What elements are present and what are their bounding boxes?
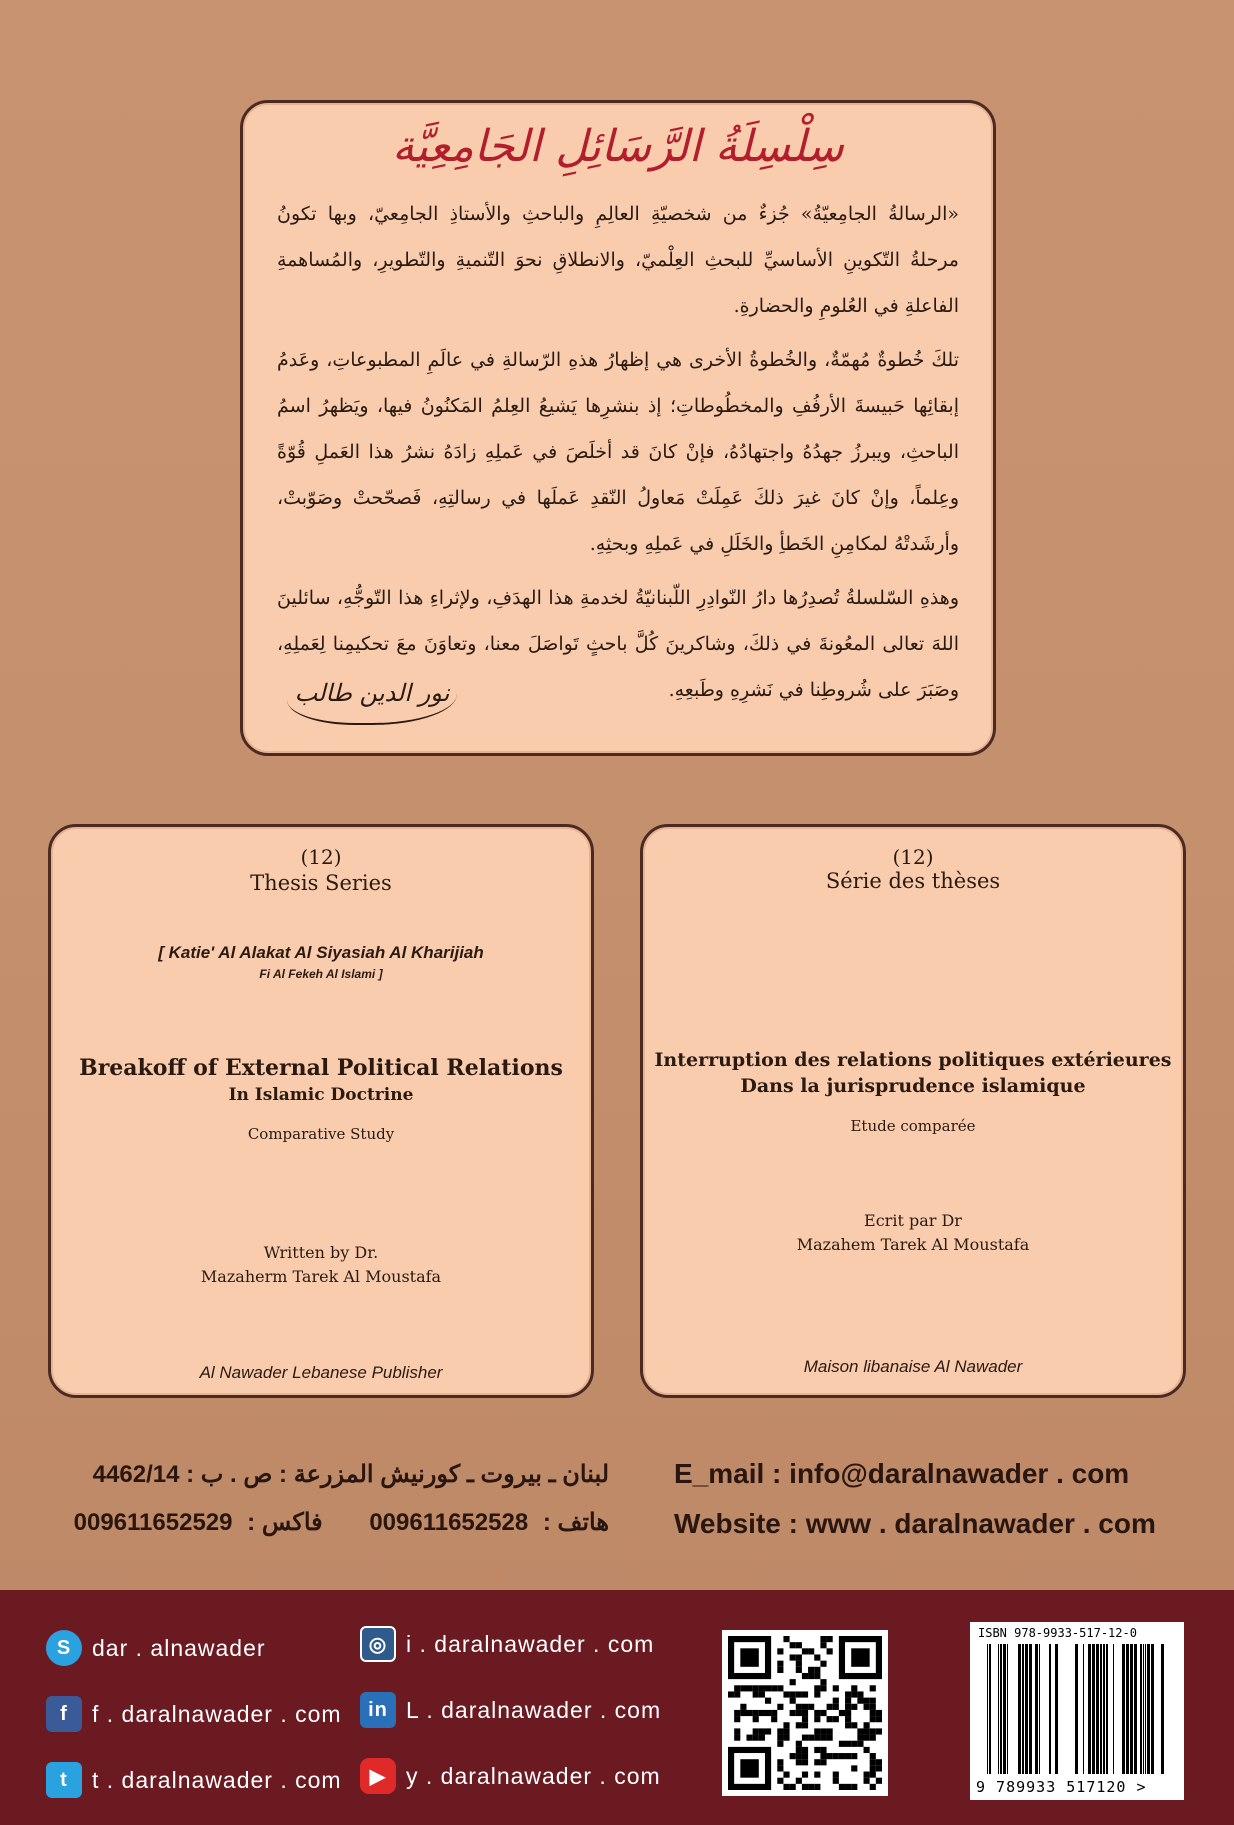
barcode-bar — [1083, 1644, 1084, 1774]
qr-module — [759, 1691, 765, 1697]
qr-module — [857, 1691, 863, 1697]
isbn-barcode — [970, 1622, 1184, 1800]
social-twitter[interactable] — [46, 1762, 342, 1798]
qr-module — [851, 1685, 857, 1691]
qr-module — [796, 1667, 802, 1673]
barcode-bar — [1007, 1644, 1008, 1774]
qr-module — [864, 1704, 870, 1710]
qr-module — [851, 1722, 857, 1728]
instagram-icon: ◎ — [360, 1626, 396, 1662]
qr-module — [777, 1778, 783, 1784]
arabic-paragraph-1: «الرسالةُ الجامِعيّةُ» جُزءٌ من شخصيّةِ العالِمِ والباحثِ والأستاذِ الجامِعيّ، وبها تكونُ مرحلةُ التّكوينِ الأساسيِّ للبحثِ العِلْميّ، والانطلاقِ نحوَ التّنميةِ والتّطويرِ، والمُساهمةِ الفاعلةِ في العُلومِ والحضارةِ. — [277, 203, 959, 317]
facebook-icon: f — [46, 1696, 82, 1732]
qr-code-graphic — [728, 1636, 882, 1790]
qr-module — [740, 1710, 746, 1716]
qr-module — [790, 1753, 796, 1759]
qr-module — [796, 1753, 802, 1759]
qr-module — [864, 1747, 870, 1753]
qr-module — [845, 1698, 851, 1704]
qr-module — [765, 1698, 771, 1704]
qr-module — [876, 1778, 882, 1784]
qr-module — [771, 1685, 777, 1691]
qr-module — [783, 1636, 789, 1642]
series-name: Série des thèses — [825, 869, 1001, 893]
qr-module — [820, 1661, 826, 1667]
website-link[interactable]: Website : www . daralnawader . com — [674, 1508, 1156, 1539]
qr-module — [833, 1685, 839, 1691]
qr-module — [827, 1648, 833, 1654]
qr-module — [876, 1716, 882, 1722]
publisher-name: Maison libanaise Al Nawader — [803, 1357, 1023, 1376]
publisher-name: Al Nawader Lebanese Publisher — [199, 1363, 443, 1382]
youtube-icon: ▶ — [360, 1758, 396, 1794]
arabic-paragraph-2: تلكَ خُطوةٌ مُهمّةٌ، والخُطوةُ الأخرى هي إظهارُ هذهِ الرّسالةِ في عالَمِ المطبوعاتِ، وعَدمُ إبقائِها حَبيسةَ الأرفُفِ والمخطُوطاتِ؛ إذ بنشرِها يَشيعُ العِلمُ المَكنُونُ فيها، ويَظهرُ اسمُ الباحثِ، ويبرزُ جهدُهُ واجتهادُهُ، فإنْ كانَ قد أخلَصَ في عَملِهِ زادَهُ نشرُ هذا العَملِ قُوّةً وعِلماً، وإنْ كانَ غيرَ ذلكَ عَمِلَتْ مَعاولُ النّقدِ عَملَها في رسالتِهِ، فَصحّحتْ وصَوّبتْ، وأرشَدتْهُ لمكامِنِ الخَطأِ والخَلَلِ في عَملِهِ وبحثِهِ. — [277, 349, 959, 555]
qr-module — [802, 1673, 808, 1679]
qr-module — [796, 1778, 802, 1784]
qr-module — [814, 1673, 820, 1679]
qr-module — [864, 1772, 870, 1778]
qr-module — [839, 1784, 845, 1790]
qr-module — [857, 1698, 863, 1704]
qr-module — [820, 1710, 826, 1716]
qr-module — [808, 1648, 814, 1654]
qr-module — [802, 1648, 808, 1654]
qr-module — [827, 1704, 833, 1710]
qr-module — [827, 1728, 833, 1734]
qr-module — [827, 1636, 833, 1642]
qr-module — [876, 1728, 882, 1734]
qr-module — [796, 1661, 802, 1667]
qr-module — [790, 1679, 796, 1685]
qr-module — [839, 1710, 845, 1716]
qr-module — [796, 1747, 802, 1753]
qr-module — [771, 1710, 777, 1716]
qr-module — [765, 1710, 771, 1716]
qr-module — [783, 1784, 789, 1790]
qr-module — [802, 1759, 808, 1765]
qr-module — [796, 1691, 802, 1697]
qr-module — [814, 1728, 820, 1734]
barcode-bar — [1003, 1644, 1006, 1774]
qr-module — [833, 1704, 839, 1710]
qr-module — [746, 1685, 752, 1691]
qr-module — [783, 1735, 789, 1741]
qr-module — [777, 1765, 783, 1771]
qr-code[interactable] — [722, 1630, 888, 1796]
qr-module — [870, 1765, 876, 1771]
barcode-bar — [1113, 1644, 1114, 1774]
barcode-bar — [1092, 1644, 1095, 1774]
barcode-bar — [998, 1644, 999, 1774]
qr-module — [839, 1741, 845, 1747]
arabic-paragraph-3: وهذهِ السّلسلةُ تُصدِرُها دارُ النّوادِرِ اللّبنانيّةُ لخدمةِ هذا الهدَفِ، ولإثراءِ هذا التّوجُّهِ، سائلينَ اللهَ تعالى المعُونةَ في ذلكَ، وشاكرينَ كُلَّ باحثٍ تَواصَلَ معنا، وتعاوَنَ معَ تحكيمِنا لِعَملِهِ، وصَبَرَ على شُروطِنا في نَشرِهِ وطَبعِهِ. — [277, 587, 959, 701]
qr-module — [833, 1716, 839, 1722]
study-type: Etude comparée — [850, 1117, 976, 1135]
qr-module — [734, 1716, 740, 1722]
qr-module — [820, 1636, 826, 1642]
qr-module — [777, 1648, 783, 1654]
qr-module — [857, 1735, 863, 1741]
qr-module — [783, 1691, 789, 1697]
fax-label: فاكس : — [247, 1509, 323, 1536]
barcode-bar — [1100, 1644, 1102, 1774]
qr-module — [808, 1704, 814, 1710]
qr-module — [796, 1642, 802, 1648]
barcode-bar — [1134, 1644, 1137, 1774]
qr-module — [870, 1784, 876, 1790]
qr-module — [802, 1772, 808, 1778]
qr-module — [759, 1710, 765, 1716]
social-youtube[interactable] — [360, 1758, 661, 1794]
qr-module — [820, 1685, 826, 1691]
barcode-bar — [1140, 1644, 1142, 1774]
qr-finder-module — [740, 1648, 758, 1666]
qr-module — [753, 1728, 759, 1734]
series-number: (12) — [300, 845, 342, 869]
qr-module — [827, 1753, 833, 1759]
qr-module — [808, 1667, 814, 1673]
barcode-bar — [1122, 1644, 1125, 1774]
qr-module — [814, 1667, 820, 1673]
linkedin-icon: in — [360, 1692, 396, 1728]
qr-module — [864, 1735, 870, 1741]
book-title: Interruption des relations politiques extérieures — [654, 1049, 1172, 1071]
barcode-bar — [1049, 1644, 1051, 1774]
qr-module — [827, 1735, 833, 1741]
qr-module — [851, 1753, 857, 1759]
qr-module — [790, 1784, 796, 1790]
qr-module — [790, 1698, 796, 1704]
qr-module — [777, 1667, 783, 1673]
qr-module — [814, 1716, 820, 1722]
qr-module — [777, 1728, 783, 1734]
qr-module — [740, 1704, 746, 1710]
qr-module — [833, 1753, 839, 1759]
qr-module — [790, 1691, 796, 1697]
barcode-bar — [1000, 1644, 1002, 1774]
qr-module — [759, 1685, 765, 1691]
transliterated-title-line1: [ Katie' Al Alakat Al Siyasiah Al Kharijiah — [158, 943, 484, 962]
barcode-bar — [1022, 1644, 1024, 1774]
barcode-bar — [1075, 1644, 1078, 1774]
qr-module — [753, 1735, 759, 1741]
qr-module — [740, 1685, 746, 1691]
qr-module — [783, 1722, 789, 1728]
phone-number: 009611652528 — [369, 1509, 529, 1536]
qr-module — [876, 1765, 882, 1771]
qr-module — [783, 1728, 789, 1734]
qr-module — [765, 1728, 771, 1734]
instagram-handle: i . daralnawader . com — [406, 1630, 655, 1657]
arabic-intro-text — [277, 191, 959, 721]
qr-module — [802, 1747, 808, 1753]
barcode-bar — [1103, 1644, 1105, 1774]
qr-module — [728, 1691, 734, 1697]
social-skype[interactable] — [46, 1630, 266, 1666]
qr-module — [746, 1735, 752, 1741]
qr-module — [753, 1685, 759, 1691]
linkedin-handle: L . daralnawader . com — [406, 1696, 662, 1723]
phone-label: هاتف : — [542, 1509, 609, 1536]
qr-module — [734, 1728, 740, 1734]
qr-module — [777, 1735, 783, 1741]
qr-module — [802, 1691, 808, 1697]
qr-module — [833, 1772, 839, 1778]
qr-module — [845, 1704, 851, 1710]
qr-module — [814, 1747, 820, 1753]
qr-module — [753, 1716, 759, 1722]
email-link[interactable]: E_mail : info@daralnawader . com — [674, 1458, 1130, 1489]
fax-number: 009611652529 — [73, 1509, 233, 1536]
qr-module — [820, 1735, 826, 1741]
qr-module — [802, 1735, 808, 1741]
qr-module — [839, 1753, 845, 1759]
qr-module — [845, 1741, 851, 1747]
skype-handle: dar . alnawader — [92, 1634, 266, 1661]
barcode-bar — [1106, 1644, 1108, 1774]
qr-module — [814, 1654, 820, 1660]
qr-finder-module — [740, 1759, 758, 1777]
isbn-number: 9 789933 517120 > — [976, 1778, 1147, 1796]
qr-module — [870, 1698, 876, 1704]
qr-module — [833, 1698, 839, 1704]
qr-module — [790, 1654, 796, 1660]
qr-module — [808, 1735, 814, 1741]
qr-module — [845, 1716, 851, 1722]
barcode-bar — [1039, 1644, 1040, 1774]
twitter-icon: t — [46, 1762, 82, 1798]
written-by: Ecrit par Dr — [864, 1211, 962, 1230]
qr-module — [759, 1735, 765, 1741]
qr-module — [845, 1753, 851, 1759]
qr-module — [870, 1704, 876, 1710]
qr-module — [771, 1716, 777, 1722]
barcode-bar — [1025, 1644, 1028, 1774]
qr-module — [802, 1753, 808, 1759]
qr-module — [851, 1765, 857, 1771]
qr-module — [746, 1710, 752, 1716]
qr-module — [765, 1685, 771, 1691]
series-name: Thesis Series — [250, 871, 392, 895]
written-by: Written by Dr. — [263, 1243, 379, 1262]
qr-module — [814, 1772, 820, 1778]
qr-module — [820, 1642, 826, 1648]
qr-module — [870, 1716, 876, 1722]
arabic-intro-panel — [240, 100, 996, 756]
qr-module — [790, 1642, 796, 1648]
qr-module — [808, 1784, 814, 1790]
qr-module — [802, 1722, 808, 1728]
qr-module — [796, 1710, 802, 1716]
qr-module — [808, 1673, 814, 1679]
qr-module — [753, 1691, 759, 1697]
barcode-bar — [1126, 1644, 1129, 1774]
qr-module — [790, 1710, 796, 1716]
qr-module — [827, 1716, 833, 1722]
qr-module — [802, 1710, 808, 1716]
qr-module — [870, 1710, 876, 1716]
qr-module — [820, 1728, 826, 1734]
qr-module — [870, 1685, 876, 1691]
qr-module — [845, 1722, 851, 1728]
barcode-bar — [1161, 1644, 1164, 1774]
qr-module — [814, 1691, 820, 1697]
postal-address: لبنان ـ بيروت ـ كورنيش المزرعة : ص . ب : 4462/14 — [92, 1461, 609, 1488]
qr-module — [759, 1728, 765, 1734]
qr-module — [870, 1735, 876, 1741]
social-linkedin[interactable] — [360, 1692, 661, 1728]
french-info-panel — [640, 824, 1186, 1398]
qr-module — [870, 1753, 876, 1759]
qr-module — [851, 1784, 857, 1790]
study-type: Comparative Study — [247, 1125, 395, 1143]
qr-module — [864, 1728, 870, 1734]
barcode-bars — [980, 1644, 1174, 1776]
barcode-bar — [1018, 1644, 1021, 1774]
qr-module — [814, 1710, 820, 1716]
qr-module — [734, 1685, 740, 1691]
social-instagram[interactable] — [360, 1626, 654, 1662]
qr-module — [734, 1691, 740, 1697]
barcode-bar — [1088, 1644, 1091, 1774]
barcode-bar — [1035, 1644, 1038, 1774]
qr-module — [777, 1704, 783, 1710]
skype-icon: S — [46, 1630, 82, 1666]
qr-module — [845, 1784, 851, 1790]
qr-module — [734, 1710, 740, 1716]
isbn-label: ISBN 978-9933-517-12-0 — [978, 1626, 1137, 1640]
qr-module — [876, 1759, 882, 1765]
qr-module — [857, 1741, 863, 1747]
book-subtitle: Dans la jurisprudence islamique — [740, 1075, 1086, 1097]
barcode-bar — [1096, 1644, 1099, 1774]
qr-module — [734, 1735, 740, 1741]
barcode-bar — [1151, 1644, 1154, 1774]
facebook-handle: f . daralnawader . com — [92, 1700, 342, 1727]
qr-module — [845, 1691, 851, 1697]
qr-module — [864, 1722, 870, 1728]
qr-module — [802, 1704, 808, 1710]
qr-module — [833, 1778, 839, 1784]
book-subtitle: In Islamic Doctrine — [228, 1085, 414, 1105]
twitter-handle: t . daralnawader . com — [92, 1766, 342, 1793]
qr-module — [777, 1661, 783, 1667]
qr-module — [753, 1710, 759, 1716]
phone-fax-line — [74, 1508, 609, 1537]
youtube-handle: y . daralnawader . com — [406, 1762, 661, 1789]
barcode-bar — [1145, 1644, 1146, 1774]
qr-module — [851, 1704, 857, 1710]
english-info-panel — [48, 824, 594, 1398]
qr-module — [845, 1710, 851, 1716]
qr-module — [777, 1759, 783, 1765]
qr-module — [820, 1679, 826, 1685]
qr-module — [820, 1747, 826, 1753]
qr-module — [864, 1698, 870, 1704]
social-facebook[interactable] — [46, 1696, 342, 1732]
qr-module — [796, 1704, 802, 1710]
qr-module — [796, 1759, 802, 1765]
barcode-bar — [1130, 1644, 1133, 1774]
signature: نور الدين طالب — [287, 663, 457, 725]
qr-module — [802, 1784, 808, 1790]
barcode-bar — [1147, 1644, 1150, 1774]
barcode-bar — [1055, 1644, 1058, 1774]
book-title: Breakoff of External Political Relations — [79, 1055, 563, 1081]
qr-module — [857, 1728, 863, 1734]
qr-module — [777, 1685, 783, 1691]
barcode-bar — [1029, 1644, 1032, 1774]
qr-module — [851, 1691, 857, 1697]
transliterated-title-line2: Fi Al Fekeh Al Islami ] — [259, 967, 383, 981]
qr-module — [814, 1759, 820, 1765]
qr-module — [796, 1722, 802, 1728]
qr-finder-module — [851, 1648, 869, 1666]
qr-module — [777, 1741, 783, 1747]
qr-module — [851, 1741, 857, 1747]
barcode-bar — [1143, 1644, 1144, 1774]
qr-module — [796, 1741, 802, 1747]
author-name: Mazahem Tarek Al Moustafa — [796, 1235, 1030, 1254]
series-number: (12) — [892, 845, 934, 869]
qr-module — [864, 1778, 870, 1784]
qr-module — [802, 1716, 808, 1722]
arabic-series-title: سِلْسِلَةُ الرَّسَائِلِ الجَامِعِيَّة — [392, 121, 844, 172]
qr-module — [814, 1784, 820, 1790]
qr-module — [870, 1728, 876, 1734]
barcode-bar — [987, 1644, 988, 1774]
qr-module — [820, 1753, 826, 1759]
qr-module — [814, 1685, 820, 1691]
qr-module — [783, 1772, 789, 1778]
qr-module — [870, 1772, 876, 1778]
qr-module — [796, 1654, 802, 1660]
barcode-bar — [989, 1644, 991, 1774]
qr-module — [876, 1710, 882, 1716]
qr-module — [820, 1759, 826, 1765]
qr-module — [814, 1735, 820, 1741]
qr-module — [870, 1759, 876, 1765]
author-name: Mazaherm Tarek Al Moustafa — [200, 1267, 442, 1286]
